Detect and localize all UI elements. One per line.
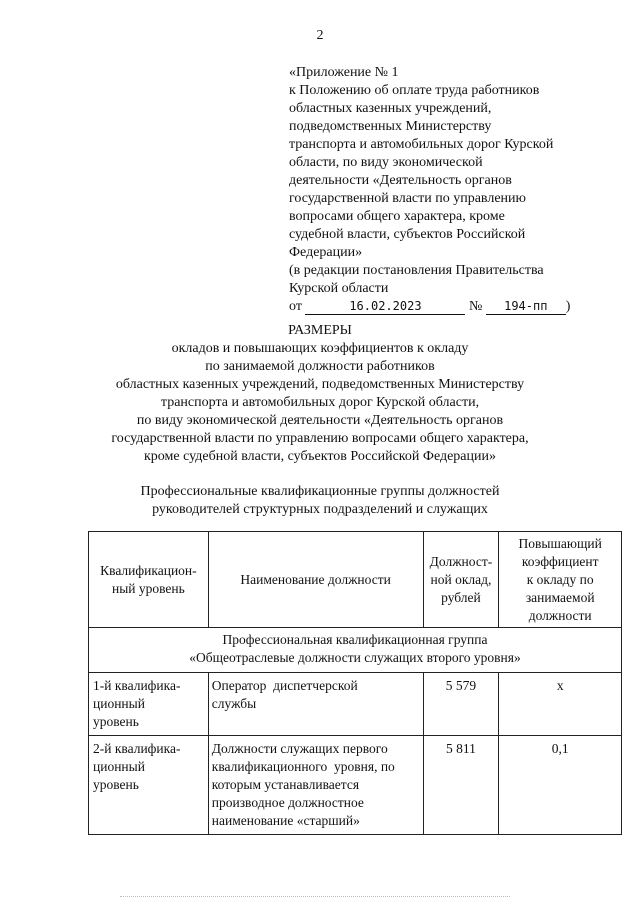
title-heading: РАЗМЕРЫ xyxy=(288,323,352,338)
annex-line: государственной власти по управлению xyxy=(289,191,526,206)
title-line: по занимаемой должности работников xyxy=(205,359,435,374)
group-row xyxy=(89,628,622,673)
salary-table xyxy=(88,531,622,835)
date-prefix: от xyxy=(289,299,302,314)
annex-line: Курской области xyxy=(289,281,389,296)
annex-line: вопросами общего характера, кроме xyxy=(289,209,505,224)
coefficient-cell: 0,1 xyxy=(499,736,622,835)
annex-line: (в редакции постановления Правительства xyxy=(289,263,544,278)
header-coefficient: Повышающий коэффициент к окладу по занимаемой должности xyxy=(499,532,622,628)
annex-line: деятельности «Деятельность органов xyxy=(289,173,512,188)
date-number-line xyxy=(289,298,629,316)
table-header-row xyxy=(89,532,622,628)
header-position: Наименование должности xyxy=(208,532,423,628)
header-salary: Должност- ной оклад, рублей xyxy=(423,532,499,628)
annex-block xyxy=(289,64,629,316)
level-cell: 2-й квалифика- ционный уровень xyxy=(89,736,209,835)
annex-line: транспорта и автомобильных дорог Курской xyxy=(289,137,554,152)
header-level: Квалификацион- ный уровень xyxy=(89,532,209,628)
title-line: областных казенных учреждений, подведомственных Министерству xyxy=(115,377,525,392)
number-field: 194-пп xyxy=(486,299,566,315)
position-cell: Должности служащих первого квалификационного уровня, по которым устанавливается производное должностное наименование «старший» xyxy=(208,736,423,835)
title-line: транспорта и автомобильных дорог Курской области, xyxy=(160,395,480,410)
subtitle-line: Профессиональные квалификационные группы должностей xyxy=(140,484,500,499)
annex-line: областных казенных учреждений, xyxy=(289,101,492,116)
section-subtitle xyxy=(0,483,640,519)
group-title: Профессиональная квалификационная группа «Общеотраслевые должности служащих второго уровня» xyxy=(89,628,622,673)
number-prefix: № xyxy=(468,299,483,314)
title-line: окладов и повышающих коэффициентов к окладу xyxy=(171,341,469,356)
salary-cell: 5 579 xyxy=(423,673,499,736)
table-row xyxy=(89,736,622,835)
subtitle-line: руководителей структурных подразделений и служащих xyxy=(152,502,488,517)
page-number: 2 xyxy=(316,28,324,43)
closing-paren: ) xyxy=(565,299,571,314)
salary-cell: 5 811 xyxy=(423,736,499,835)
position-cell: Оператор диспетчерской службы xyxy=(208,673,423,736)
title-line: по виду экономической деятельности «Деятельность органов xyxy=(136,413,504,428)
table-row xyxy=(89,673,622,736)
annex-line: Федерации» xyxy=(289,245,363,260)
annex-line: подведомственных Министерству xyxy=(289,119,492,134)
level-cell: 1-й квалифика- ционный уровень xyxy=(89,673,209,736)
coefficient-cell: х xyxy=(499,673,622,736)
annex-line: области, по виду экономической xyxy=(289,155,483,170)
title-line: кроме судебной власти, субъектов Российской Федерации» xyxy=(144,449,496,464)
document-title xyxy=(0,322,640,466)
date-field: 16.02.2023 xyxy=(305,299,465,315)
annex-line: «Приложение № 1 xyxy=(289,65,399,80)
annex-line: судебной власти, субъектов Российской xyxy=(289,227,526,242)
title-line: государственной власти по управлению вопросами общего характера, xyxy=(111,431,529,446)
scan-edge-marks xyxy=(120,896,510,899)
annex-line: к Положению об оплате труда работников xyxy=(289,83,540,98)
